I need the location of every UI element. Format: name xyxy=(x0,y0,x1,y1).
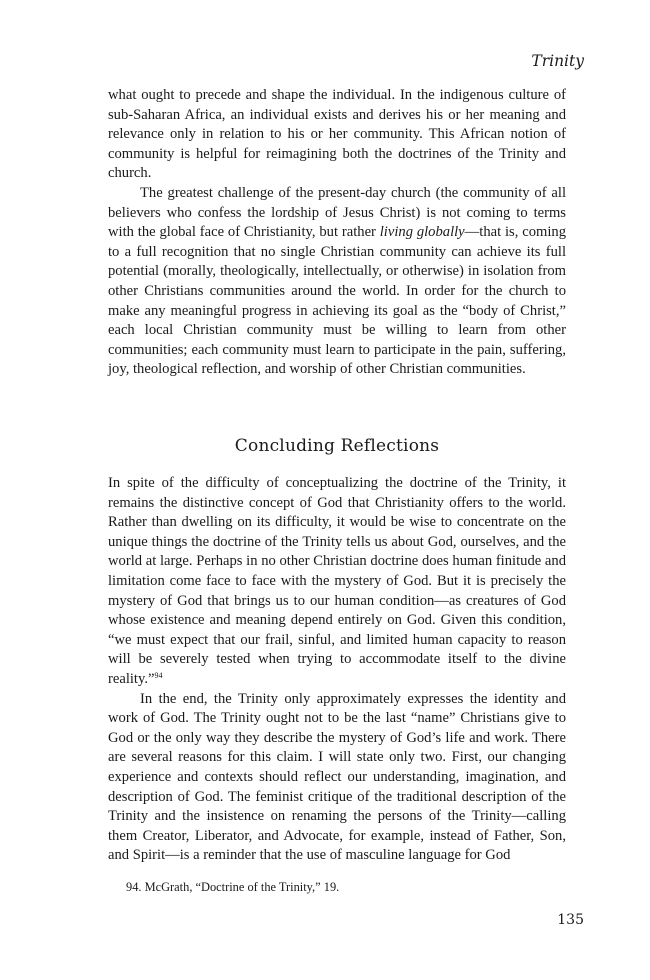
paragraph-text: In spite of the difficulty of conceptualizing the doctrine of the Trinity, it remains the distinctive concept of God that Christianity offers to the world. Rather than dwelling on its difficulty, it would be wise to concentrate on the unique things the doctrine of the Trinity tells us about God, ourselves, and the world at large. Perhaps in no other Christian doctrine does human finitude and limitation come face to face with the mystery of God. But it is precisely the mystery of God that brings us to our human condition—as creatures of God whose existence and meaning depend entirely on God. Given this condition, “we must expect that our frail, sinful, and limited human capacity to reason will be severely tested when trying to accommodate itself to the divine reality.” xyxy=(108,475,566,687)
footnote-marker: 94 xyxy=(154,670,163,680)
emphasis-text: living globally xyxy=(379,224,465,241)
page-number: 135 xyxy=(557,912,584,928)
paragraph xyxy=(108,184,566,380)
paragraph: In the end, the Trinity only approximately expresses the identity and work of God. The Trinity ought not to be the last “name” Christians give to God or the only way they describe the mystery of God’s life and work. There are several reasons for this claim. I will state only two. First, our changing experience and contexts should reflect our understanding, imagination, and description of God. The feminist critique of the traditional description of the Trinity and the insistence on renaming the persons of the Trinity—calling them Creator, Liberator, and Advocate, for example, instead of Father, Son, and Spirit—is a reminder that the use of masculine language for God xyxy=(108,690,566,864)
body-text-section xyxy=(108,474,566,866)
body-text-continued xyxy=(108,86,566,380)
paragraph xyxy=(108,474,566,690)
section-heading: Concluding Reflections xyxy=(234,436,440,456)
paragraph-text: —that is, coming to a full recognition that no single Christian community can achieve its full potential (morally, theologically, intellectually, or otherwise) in isolation from other Christians communities around the world. In order for the church to make any meaningful progress in achieving its goal as the “body of Christ,” each local Christian community must be willing to learn from other communities; each community must learn to participate in the pain, suffering, joy, theological reflection, and worship of other Christian communities. xyxy=(108,224,566,378)
footnote: 94. McGrath, “Doctrine of the Trinity,” 19. xyxy=(126,880,340,894)
paragraph: what ought to precede and shape the individual. In the indigenous culture of sub-Saharan Africa, an individual exists and derives his or her meaning and relevance only in relation to his or her community. This African notion of community is helpful for reimagining both the doctrines of the Trinity and church. xyxy=(108,87,566,182)
running-head: Trinity xyxy=(531,52,584,70)
paragraph-text: The greatest challenge of the present-day church (the community of all believers who confess the lordship of Jesus Christ) is not coming to terms with the global face of Christianity, but rather xyxy=(108,184,566,241)
